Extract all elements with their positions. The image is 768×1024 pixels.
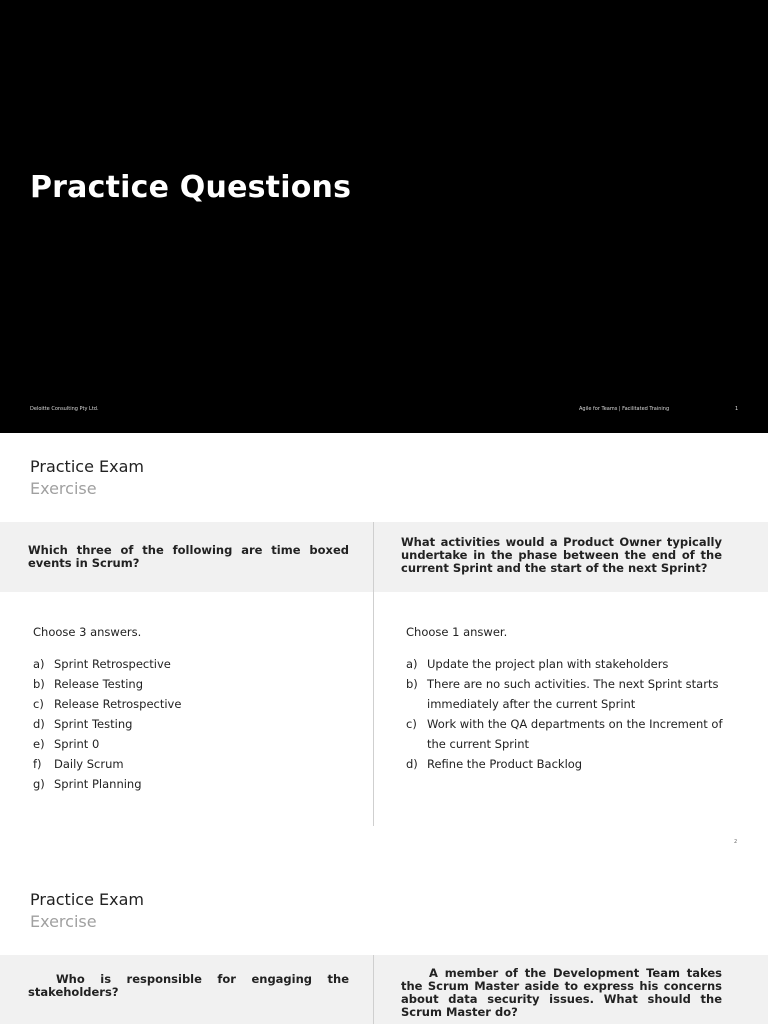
instruction-left: Choose 3 answers. bbox=[33, 625, 142, 639]
question-left: Which three of the following are time boxed events in Scrum? bbox=[28, 543, 349, 570]
option-text: Sprint Retrospective bbox=[54, 657, 171, 671]
answer-option[interactable] bbox=[406, 674, 726, 714]
option-letter: a) bbox=[33, 657, 45, 671]
column-divider bbox=[373, 955, 374, 1024]
exam-slide-3 bbox=[0, 866, 768, 1024]
option-text: Work with the QA departments on the Increment of the current Sprint bbox=[427, 717, 723, 751]
answer-option[interactable] bbox=[33, 754, 353, 774]
option-letter: c) bbox=[33, 697, 44, 711]
answer-option[interactable] bbox=[33, 674, 353, 694]
instruction-right: Choose 1 answer. bbox=[406, 625, 508, 639]
answer-option[interactable] bbox=[33, 734, 353, 754]
slide-subheading: Exercise bbox=[30, 479, 97, 498]
slide-title: Practice Questions bbox=[30, 170, 352, 205]
options-left bbox=[33, 654, 353, 794]
column-divider bbox=[373, 522, 374, 826]
page-number: 1 bbox=[735, 406, 739, 412]
page-number: 2 bbox=[734, 839, 738, 845]
slide-heading: Practice Exam bbox=[30, 457, 144, 476]
option-text: Sprint Planning bbox=[54, 777, 142, 791]
option-letter: b) bbox=[33, 677, 45, 691]
answer-option[interactable] bbox=[406, 754, 726, 774]
option-text: Update the project plan with stakeholders bbox=[427, 657, 669, 671]
option-letter: d) bbox=[406, 757, 418, 771]
option-text: Release Retrospective bbox=[54, 697, 182, 711]
slide-heading: Practice Exam bbox=[30, 890, 144, 909]
answer-option[interactable] bbox=[33, 694, 353, 714]
option-letter: g) bbox=[33, 777, 45, 791]
options-right bbox=[406, 654, 726, 774]
answer-option[interactable] bbox=[406, 654, 726, 674]
question-right: A member of the Development Team takes the Scrum Master aside to express his concerns about data security issues. What should the Scrum Master do? bbox=[401, 966, 722, 1019]
question-right: What activities would a Product Owner typically undertake in the phase between the end of the current Sprint and the start of the next Sprint? bbox=[401, 535, 722, 575]
footer-company: Deloitte Consulting Pty Ltd. bbox=[30, 406, 99, 412]
option-text: There are no such activities. The next Sprint starts immediately after the current Sprint bbox=[427, 677, 719, 711]
answer-option[interactable] bbox=[33, 774, 353, 794]
option-text: Release Testing bbox=[54, 677, 144, 691]
option-letter: f) bbox=[33, 757, 42, 771]
answer-option[interactable] bbox=[33, 714, 353, 734]
option-letter: d) bbox=[33, 717, 45, 731]
answer-option[interactable] bbox=[406, 714, 726, 754]
question-left: Who is responsible for engaging the stakeholders? bbox=[28, 972, 349, 999]
option-text: Daily Scrum bbox=[54, 757, 124, 771]
option-text: Sprint Testing bbox=[54, 717, 133, 731]
option-letter: a) bbox=[406, 657, 418, 671]
answer-option[interactable] bbox=[33, 654, 353, 674]
footer-course: Agile for Teams | Facilitated Training bbox=[579, 406, 670, 412]
option-letter: b) bbox=[406, 677, 418, 691]
title-slide bbox=[0, 0, 768, 433]
option-letter: e) bbox=[33, 737, 45, 751]
option-letter: c) bbox=[406, 717, 417, 731]
option-text: Sprint 0 bbox=[54, 737, 100, 751]
option-text: Refine the Product Backlog bbox=[427, 757, 583, 771]
exam-slide-2 bbox=[0, 433, 768, 866]
slide-subheading: Exercise bbox=[30, 912, 97, 931]
